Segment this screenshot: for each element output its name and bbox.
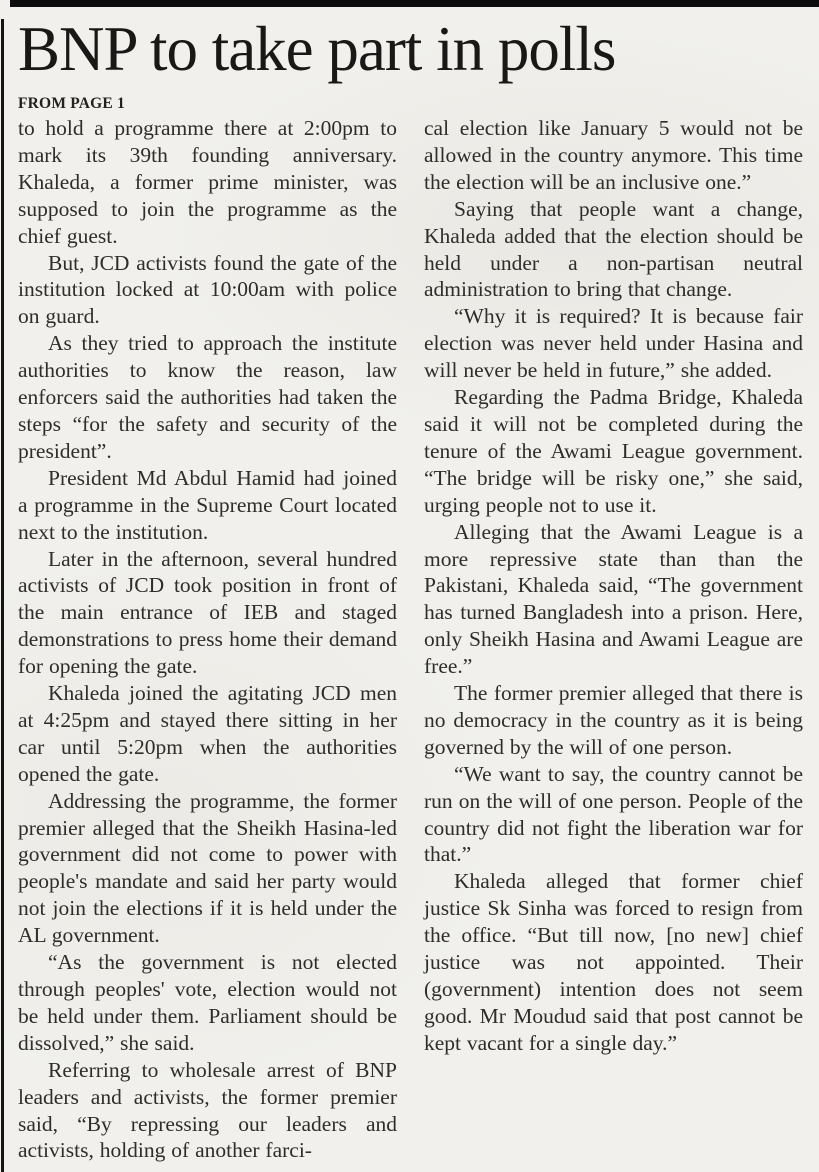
paragraph: “As the government is not elected through peoples' vote, election would not be held under them. Parliament should be dissolved,” she said. (18, 950, 397, 1055)
paragraph: cal election like January 5 would not be allowed in the country anymore. This time the election will be an inclusive one.” (424, 116, 803, 194)
paragraph: “Why it is required? It is because fair election was never held under Hasina and will never be held in future,” she added. (424, 304, 803, 383)
paragraph: Addressing the programme, the former premier alleged that the Sheikh Hasina-led government did not come to power with people's mandate and said her party would not join the elections if it is held under the AL government. (18, 788, 397, 948)
paragraph: Khaleda alleged that former chief justice Sk Sinha was forced to resign from the office. “But till now, [no new] chief justice was not appointed. Their (government) intention does not seem good. Mr Moudud said that post cannot be kept vacant for a single day.” (424, 869, 803, 1055)
article-body (18, 115, 803, 1164)
paragraph: Alleging that the Awami League is a more repressive state than than the Pakistani, Khaleda said, “The government has turned Bangladesh into a prison. Here, only Sheikh Hasina and Awami League are free.” (424, 519, 803, 679)
paragraph: But, JCD activists found the gate of the institution locked at 10:00am with police on guard. (18, 250, 397, 329)
paragraph: The former premier alleged that there is no democracy in the country as it is being governed by the will of one person. (424, 681, 803, 759)
paragraph: Later in the afternoon, several hundred activists of JCD took position in front of the main entrance of IEB and staged demonstrations to press home their demand for opening the gate. (18, 546, 397, 679)
paragraph: Saying that people want a change, Khaleda added that the election should be held under a non-partisan neutral administration to bring that change. (424, 196, 803, 302)
paragraph: to hold a programme there at 2:00pm to mark its 39th founding anniversary. Khaleda, a former prime minister, was supposed to join the programme as the chief guest. (18, 116, 397, 248)
article-column-right (424, 115, 803, 1164)
article-column-left (18, 115, 397, 1164)
paragraph: “We want to say, the country cannot be run on the will of one person. People of the country did not fight the liberation war for that.” (424, 761, 803, 867)
paragraph: As they tried to approach the institute authorities to know the reason, law enforcers said the authorities had taken the steps “for the safety and security of the president”. (18, 331, 397, 463)
paragraph: Regarding the Padma Bridge, Khaleda said it will not be completed during the tenure of the Awami League government. “The bridge will be risky one,” she said, urging people not to use it. (424, 385, 803, 517)
from-page-label: FROM PAGE 1 (18, 95, 125, 112)
paragraph: President Md Abdul Hamid had joined a programme in the Supreme Court located next to the institution. (18, 465, 397, 544)
headline: BNP to take part in polls (18, 14, 616, 84)
paragraph: Khaleda joined the agitating JCD men at 4:25pm and stayed there sitting in her car until 5:20pm when the authorities opened the gate. (18, 681, 397, 786)
paragraph: Referring to wholesale arrest of BNP leaders and activists, the former premier said, “By repressing our leaders and activists, holding of another farci- (18, 1057, 397, 1163)
